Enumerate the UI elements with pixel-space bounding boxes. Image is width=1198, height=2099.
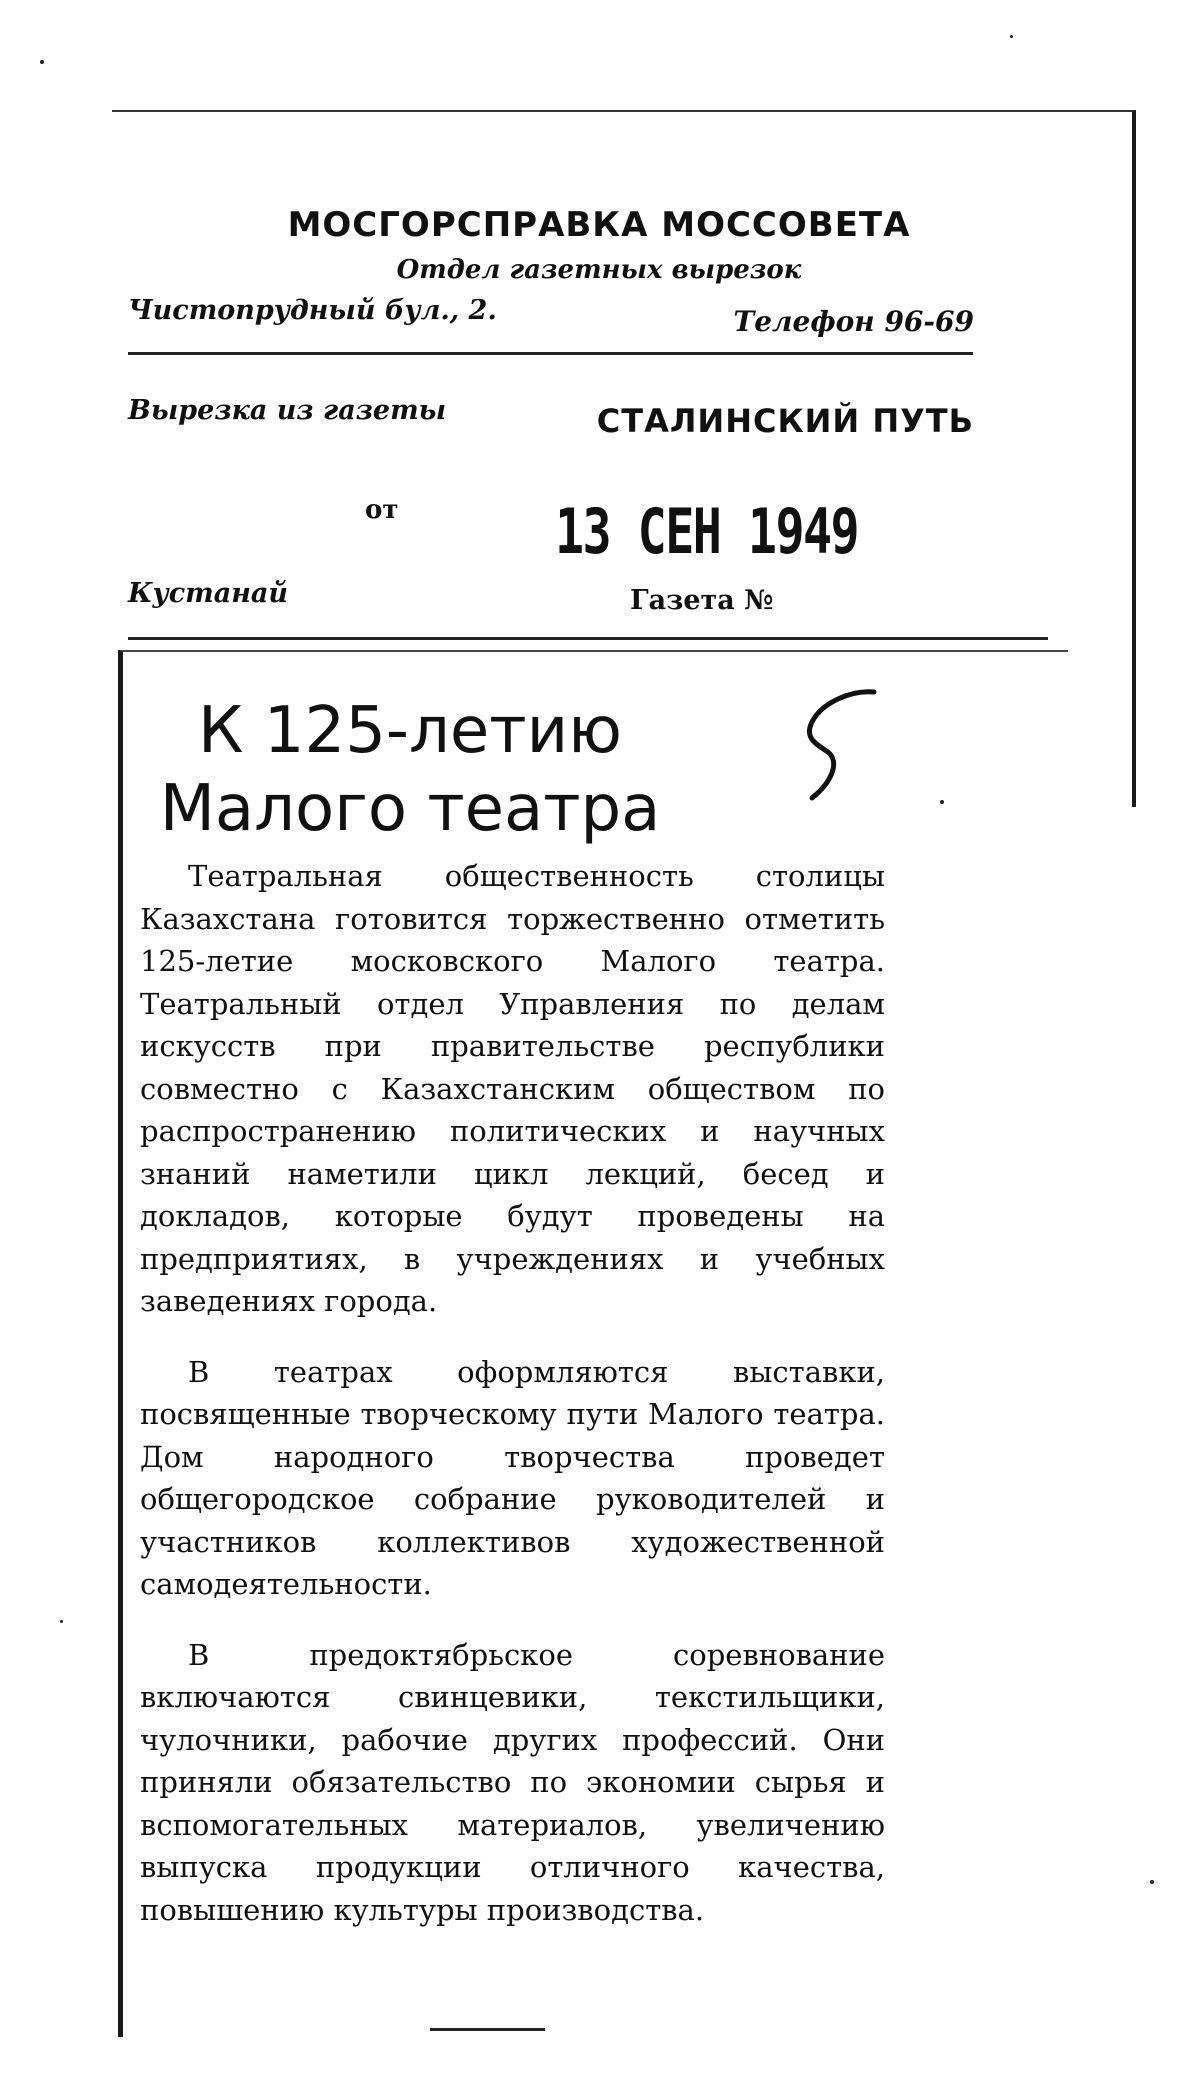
form-divider bbox=[128, 352, 973, 355]
form-clip-label: Вырезка из газеты bbox=[128, 395, 447, 426]
form-issue-label: Газета № bbox=[630, 585, 774, 616]
article-paragraph: В театрах оформляются выставки, посвященные творческому пути Малого театра. Дом народного творчества проведет общегородское собрание руководителей и участников коллективов художественной самодеятельности. bbox=[140, 1354, 885, 1601]
form-address: Чистопрудный бул., 2. bbox=[128, 295, 497, 326]
scan-speck bbox=[60, 1620, 63, 1623]
form-department: Отдел газетных вырезок bbox=[396, 255, 802, 285]
scan-speck bbox=[940, 800, 944, 804]
form-divider bbox=[128, 637, 1048, 640]
headline-line: К 125-летию bbox=[197, 694, 623, 768]
end-rule bbox=[430, 2028, 545, 2031]
form-phone: Телефон 96-69 bbox=[733, 305, 974, 338]
scan-speck bbox=[1150, 1880, 1154, 1884]
article-headline bbox=[0, 692, 820, 848]
article-paragraph: Театральная общественность столицы Казахстана готовится торжественно отметить 125-летие московского Малого театра. Театральный отдел Управления по делам искусств при правительстве республики совместно с Казахстанским обществом по распространению политических и научных знаний наметили цикл лекций, бесед и докладов, которые будут проведены на предприятиях, в учреждениях и учебных заведениях города. bbox=[140, 859, 885, 1318]
date-stamp: 13 СЕН 1949 bbox=[555, 495, 859, 568]
form-organization: МОСГОРСПРАВКА МОССОВЕТА bbox=[287, 205, 911, 245]
article-body bbox=[140, 855, 885, 1959]
scan-speck bbox=[40, 60, 44, 64]
form-newspaper-name: СТАЛИНСКИЙ ПУТЬ bbox=[596, 402, 974, 440]
scan-speck bbox=[1010, 35, 1013, 38]
headline-line: Малого театра bbox=[159, 772, 661, 846]
handwritten-mark-icon bbox=[782, 680, 892, 810]
form-from-label: от bbox=[365, 495, 399, 525]
article-paragraph: В предоктябрьское соревнование включаются свинцевики, текстильщики, чулочники, рабочие других профессий. Они приняли обязательство по экономии сырья и вспомогательных материалов, увеличению выпуска продукции отличного качества, повышению культуры производства. bbox=[140, 1637, 885, 1927]
form-city: Кустанай bbox=[128, 578, 289, 609]
